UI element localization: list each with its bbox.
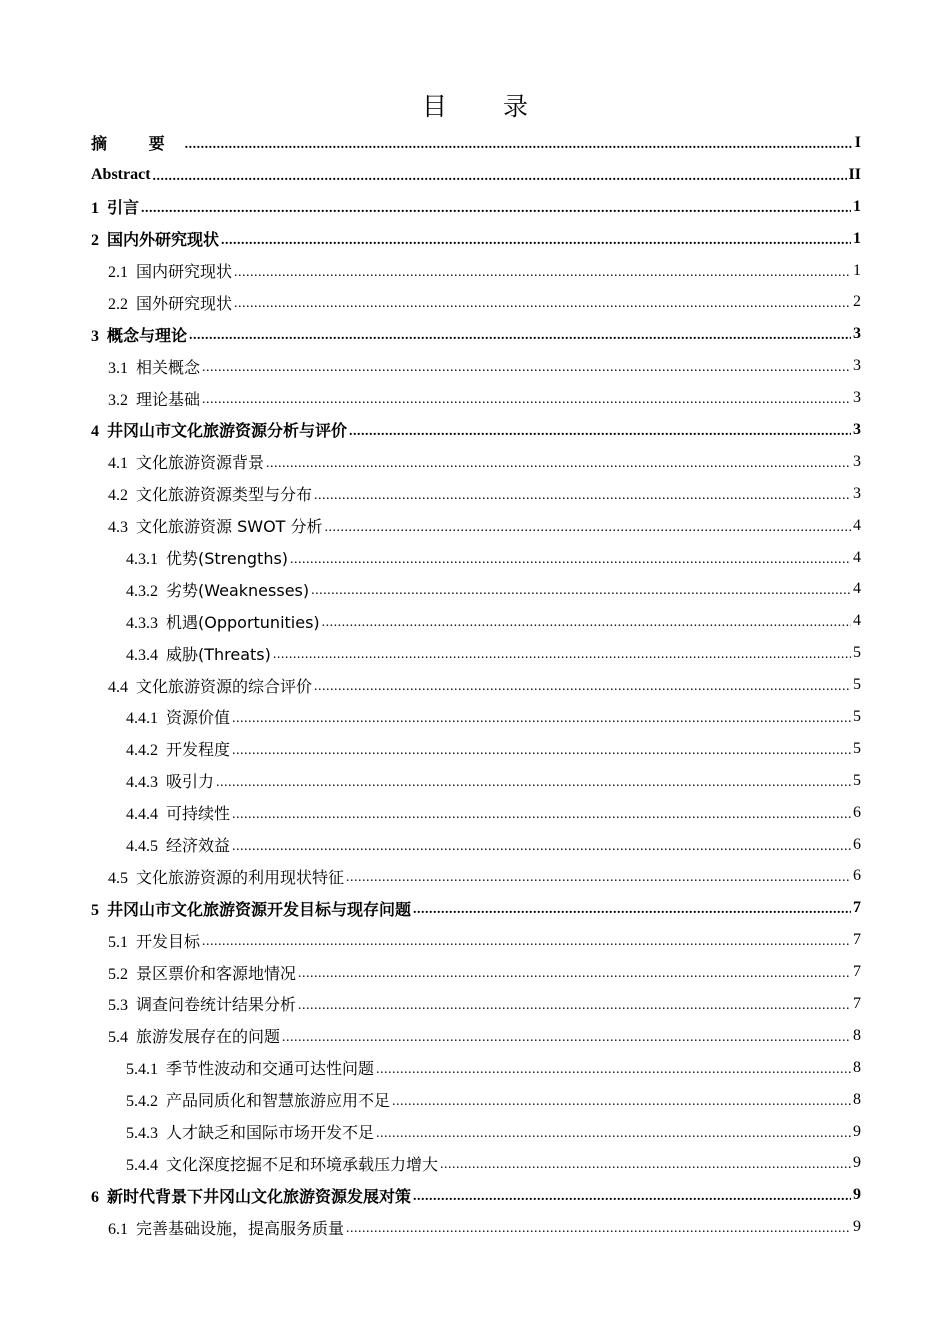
toc-dot-leader [216,772,851,790]
toc-dot-leader [290,549,851,567]
toc-entry[interactable] [91,286,861,318]
toc-dot-leader [413,899,851,917]
toc-entry-label [126,546,288,569]
toc-entry-number: 6 [91,1188,99,1206]
toc-entry-text: 国外研究现状 [136,293,233,313]
toc-entry-label [126,1056,374,1079]
toc-entry-number: 4.3.1 [126,551,158,569]
toc-page-number: 9 [853,1122,861,1140]
toc-page-number: 6 [853,835,861,853]
toc-entry-text: 经济效益 [166,836,231,856]
toc-entry-label [91,131,183,154]
toc-entry-text: 劣势(Weaknesses) [166,580,310,600]
toc-entry-number: 4.5 [108,869,128,887]
toc-page-number: 7 [853,994,861,1012]
toc-entry-text: 概念与理论 [107,325,188,345]
toc-dot-leader [189,325,851,343]
toc-dot-leader [232,708,851,726]
toc-entry[interactable] [91,733,861,765]
toc-dot-leader [346,1218,851,1236]
toc-dot-leader [202,931,851,949]
toc-title: 目 录 [422,92,552,121]
toc-page-number: 1 [853,197,861,215]
toc-entry-label [126,642,271,665]
toc-entry-text: 文化旅游资源的综合评价 [136,676,313,696]
toc-entry-number: 4.3 [108,519,128,537]
toc-entry-number: 4.3.3 [126,614,158,632]
toc-entry-label [91,897,411,920]
toc-entry-label [126,769,214,792]
toc-page-number: 9 [853,1218,861,1236]
toc-entry-number: 2.2 [108,295,128,313]
toc-entry-number: 5 [91,901,99,919]
toc-entry[interactable] [91,1020,861,1052]
toc-entry-number: 4.2 [108,487,128,505]
toc-page-number: 7 [853,931,861,949]
toc-entry-text: 旅游发展存在的问题 [136,1027,281,1047]
toc-entry-number: 5.2 [108,965,128,983]
toc-entry-text: 井冈山市文化旅游资源分析与评价 [107,421,348,441]
toc-dot-leader [298,963,851,981]
toc-dot-leader [314,485,851,503]
toc-entry[interactable] [91,924,861,956]
toc-entry[interactable] [91,988,861,1020]
toc-page-number: 1 [853,229,861,247]
toc-entry[interactable] [91,701,861,733]
toc-entry-text: 优势(Strengths) [166,549,289,569]
toc-entry-label [108,1024,280,1047]
toc-entry[interactable] [91,478,861,510]
toc-page-number: 5 [853,739,861,757]
toc-page-number: 4 [853,548,861,566]
toc-dot-leader [221,230,851,248]
toc-entry[interactable] [91,1084,861,1116]
toc-dot-leader [311,580,851,598]
toc-entry-number: 4.3.2 [126,582,158,600]
toc-page-number: 7 [853,963,861,981]
toc-entry-number: 6.1 [108,1220,128,1238]
toc-entry[interactable] [91,1148,861,1180]
toc-entry[interactable] [91,605,861,637]
toc-page-number: 3 [853,484,861,502]
toc-page-number: 3 [853,452,861,470]
toc-entry-text: 景区票价和客源地情况 [136,963,297,983]
toc-entry-text: 文化旅游资源类型与分布 [136,485,313,505]
toc-entry[interactable] [91,318,861,350]
toc-entry-label [108,291,232,314]
table-of-contents [91,127,861,1243]
toc-dot-leader [314,676,851,694]
toc-entry-label [126,1088,390,1111]
toc-entry-text: 机遇(Opportunities) [166,612,320,632]
toc-page-number: 9 [853,1186,861,1204]
toc-entry-number: 5.4 [108,1029,128,1047]
toc-entry-number: 4.4.2 [126,742,158,760]
toc-page-number: 3 [853,325,861,343]
toc-entry-text: 吸引力 [166,772,215,792]
toc-entry[interactable] [91,1116,861,1148]
toc-dot-leader [440,1154,851,1172]
toc-entry[interactable] [91,382,861,414]
toc-entry-text: 引言 [107,198,140,218]
toc-dot-leader [232,836,851,854]
toc-page-number: 9 [853,1154,861,1172]
toc-entry-label [126,1152,438,1175]
toc-entry-text: 季节性波动和交通可达性问题 [166,1059,375,1079]
toc-dot-leader [234,293,851,311]
toc-dot-leader [202,357,851,375]
toc-entry-text: 文化旅游资源的利用现状特征 [136,867,345,887]
toc-entry-label [91,227,219,250]
toc-entry[interactable] [91,637,861,669]
toc-entry-label [108,961,296,984]
toc-entry[interactable] [91,255,861,287]
toc-entry-number: 5.3 [108,997,128,1015]
toc-page-number: 3 [853,389,861,407]
toc-entry-label [91,1184,411,1207]
toc-dot-leader [392,1091,851,1109]
toc-page-number: 6 [853,867,861,885]
toc-dot-leader [232,740,851,758]
toc-page-number: 4 [853,516,861,534]
toc-page-number: 2 [853,293,861,311]
toc-entry-label [108,865,344,888]
toc-entry-number: 2.1 [108,264,128,281]
toc-page-number: 5 [853,707,861,725]
toc-page-number: 1 [853,261,861,279]
toc-dot-leader [298,995,851,1013]
toc-entry[interactable] [91,159,861,191]
toc-entry[interactable] [91,1052,861,1084]
toc-entry-label [108,450,264,473]
toc-entry-label [126,833,230,856]
toc-entry-text: 人才缺乏和国际市场开发不足 [166,1123,375,1143]
toc-entry-label [108,674,312,697]
toc-entry-text: 文化旅游资源 SWOT 分析 [136,517,323,537]
toc-entry[interactable] [91,1211,861,1243]
toc-dot-leader [185,134,853,152]
toc-entry-text: 资源价值 [166,708,231,728]
toc-entry-number: 5.1 [108,933,128,951]
toc-entry-number: 4.1 [108,455,128,473]
toc-entry-label [108,992,296,1015]
toc-dot-leader [413,1186,851,1204]
toc-entry-text: 摘 要 [91,134,183,154]
toc-dot-leader [141,198,851,216]
toc-entry-text: 可持续性 [166,804,231,824]
toc-entry[interactable] [91,223,861,255]
toc-entry-text: 完善基础设施，提高服务质量 [136,1218,345,1238]
toc-entry-label [108,355,200,378]
toc-entry-label [126,801,230,824]
toc-entry-number: 4.4 [108,678,128,696]
toc-entry-label [91,166,151,184]
toc-page-number: 4 [853,580,861,598]
toc-entry-label [108,387,200,410]
toc-entry-label [91,323,187,346]
toc-entry-number: 3.2 [108,391,128,409]
toc-entry-text: 文化旅游资源背景 [136,453,265,473]
toc-entry-text: 文化深度挖掘不足和环境承载压力增大 [166,1154,439,1174]
toc-dot-leader [282,1027,851,1045]
toc-page-number: 5 [853,676,861,694]
toc-page-number: 3 [853,357,861,375]
toc-dot-leader [376,1123,851,1141]
toc-page-number: 7 [853,899,861,917]
toc-dot-leader [346,867,851,885]
toc-entry[interactable] [91,573,861,605]
toc-entry-text: 国内研究现状 [136,262,233,281]
toc-entry-number: 5.4.4 [126,1156,158,1174]
toc-entry-number: 3 [91,327,99,345]
toc-dot-leader [266,453,851,471]
toc-entry-number: 4.4.4 [126,806,158,824]
toc-entry[interactable] [91,510,861,542]
toc-entry-number: 4 [91,423,99,441]
toc-dot-leader [349,421,851,439]
toc-entry[interactable] [91,414,861,446]
toc-entry[interactable] [91,956,861,988]
toc-entry-label [126,1120,374,1143]
toc-dot-leader [232,804,851,822]
toc-entry-label [126,578,309,601]
toc-dot-leader [234,262,851,280]
toc-dot-leader [273,644,851,662]
toc-entry-label [126,737,230,760]
toc-entry-text: 开发程度 [166,740,231,760]
toc-entry-text: 理论基础 [136,389,201,409]
toc-entry-text: 调查问卷统计结果分析 [136,995,297,1015]
toc-entry-text: Abstract [91,165,151,183]
toc-entry-number: 5.4.3 [126,1125,158,1143]
toc-entry-label [91,195,139,218]
toc-entry-number: 2 [91,232,99,250]
toc-dot-leader [202,389,851,407]
toc-entry[interactable] [91,542,861,574]
toc-entry-number: 4.4.1 [126,710,158,728]
toc-entry[interactable] [91,797,861,829]
toc-entry[interactable] [91,127,861,159]
toc-entry[interactable] [91,860,861,892]
toc-entry[interactable] [91,1179,861,1211]
toc-page-number: II [848,165,861,183]
toc-entry-label [108,259,232,282]
toc-page-number: 4 [853,612,861,630]
toc-page-number: 5 [853,771,861,789]
toc-entry[interactable] [91,350,861,382]
toc-entry-label [108,482,312,505]
toc-page-number: 8 [853,1058,861,1076]
toc-entry[interactable] [91,669,861,701]
toc-entry-label [126,705,230,728]
toc-page-number: 8 [853,1026,861,1044]
toc-entry-number: 4.4.5 [126,838,158,856]
toc-entry-number: 4.3.4 [126,646,158,664]
toc-dot-leader [325,517,851,535]
toc-entry-text: 国内外研究现状 [107,230,220,250]
toc-entry-label [108,514,323,537]
toc-dot-leader [376,1059,851,1077]
toc-entry-text: 产品同质化和智慧旅游应用不足 [166,1091,391,1111]
toc-entry-number: 3.1 [108,359,128,377]
toc-entry[interactable] [91,191,861,223]
toc-entry[interactable] [91,446,861,478]
toc-page-number: 6 [853,803,861,821]
toc-entry-label [108,1216,344,1239]
toc-entry-text: 开发目标 [136,931,201,951]
toc-entry-text: 新时代背景下井冈山文化旅游资源发展对策 [107,1186,412,1206]
toc-entry-label [91,418,347,441]
toc-entry-number: 1 [91,200,99,218]
toc-entry-number: 4.4.3 [126,774,158,792]
toc-page-number: I [854,133,861,151]
toc-entry-label [126,610,320,633]
toc-entry-text: 威胁(Threats) [166,644,271,664]
toc-dot-leader [322,612,851,630]
toc-entry-text: 相关概念 [136,357,201,377]
toc-entry-text: 井冈山市文化旅游资源开发目标与现存问题 [107,899,412,919]
toc-page-number: 5 [853,644,861,662]
toc-dot-leader [153,166,847,184]
toc-entry[interactable] [91,892,861,924]
toc-entry-number: 5.4.2 [126,1093,158,1111]
toc-entry[interactable] [91,829,861,861]
toc-entry-label [108,929,200,952]
toc-page-number: 8 [853,1090,861,1108]
toc-entry-number: 5.4.1 [126,1061,158,1079]
toc-entry[interactable] [91,765,861,797]
toc-page-number: 3 [853,420,861,438]
